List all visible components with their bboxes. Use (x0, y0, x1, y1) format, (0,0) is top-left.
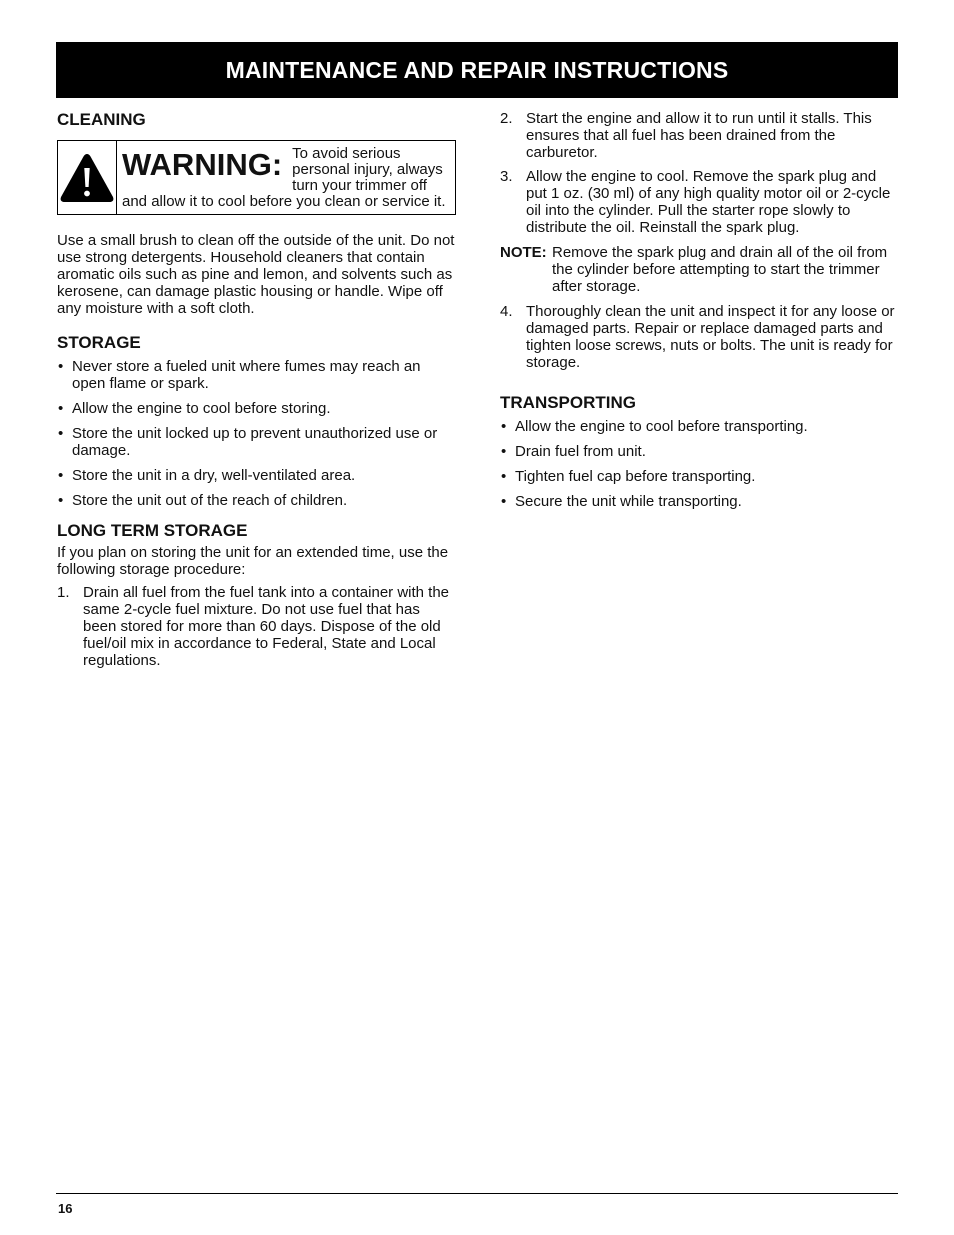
footer-divider (56, 1193, 898, 1194)
list-item: • Secure the unit while transporting. (501, 493, 742, 510)
warning-icon-cell (58, 141, 117, 214)
warning-text: To avoid serious personal injury, always turn your trimmer off and allow it to cool before you clean or service it. (122, 145, 446, 210)
warning-content (117, 141, 455, 214)
step-item: 2. Start the engine and allow it to run until it stalls. This ensures that all fuel has been drained from the carburetor. (500, 110, 872, 161)
list-item: • Allow the engine to cool before storing. (58, 400, 331, 417)
warning-box (57, 140, 456, 215)
bullet: • (58, 425, 64, 442)
note (500, 244, 898, 295)
cleaning-body: Use a small brush to clean off the outside of the unit. Do not use strong detergents. Household cleaners that contain aromatic oils such as pine and lemon, and solvents such as kerosene, can damage plastic housing or handle. Wipe off any moisture with a soft cloth. (57, 232, 455, 317)
warning-triangle-icon (58, 151, 116, 205)
cleaning-heading: CLEANING (57, 110, 146, 129)
section-banner (56, 42, 898, 98)
storage-heading: STORAGE (57, 333, 141, 352)
list-item: • Allow the engine to cool before transporting. (501, 418, 808, 435)
list-item: • Tighten fuel cap before transporting. (501, 468, 756, 485)
list-item: • Store the unit out of the reach of children. (58, 492, 348, 509)
bullet: • (58, 492, 64, 509)
list-item: • Never store a fueled unit where fumes may reach an open flame or spark. (58, 358, 421, 392)
page-title: MAINTENANCE AND REPAIR INSTRUCTIONS (225, 56, 729, 83)
bullet: • (501, 468, 507, 485)
bullet: • (58, 400, 64, 417)
list-item: • Store the unit locked up to prevent unauthorized use or damage. (58, 425, 438, 459)
storage-list (57, 358, 457, 509)
long-term-storage-intro: If you plan on storing the unit for an extended time, use the following storage procedure: (57, 544, 449, 578)
bullet: • (501, 443, 507, 460)
storage-steps-left (57, 584, 457, 669)
note-text: Remove the spark plug and drain all of the oil from the cylinder before attempting to start the trimmer after storage. (552, 244, 888, 295)
storage-steps-right (500, 110, 898, 236)
warning-title: WARNING: (122, 147, 283, 182)
bullet: • (501, 418, 507, 435)
long-term-storage-heading: LONG TERM STORAGE (57, 521, 248, 540)
page-number: 16 (58, 1201, 73, 1216)
list-item: • Store the unit in a dry, well-ventilated area. (58, 467, 356, 484)
step-item: 1. Drain all fuel from the fuel tank into a container with the same 2-cycle fuel mixture. Do not use fuel that has been stored for more than 60 days. Dispose of the old fuel/oil mix in accordance to Federal, State and Local regulations. (57, 584, 450, 669)
right-column (500, 110, 898, 518)
bullet: • (58, 358, 64, 375)
step-item: 3. Allow the engine to cool. Remove the spark plug and put 1 oz. (30 ml) of any high quality motor oil or 2-cycle oil into the cylinder. Pull the starter rope slowly to distribute the oil. Reinstall the spark plug. (500, 168, 891, 236)
transporting-list (500, 418, 898, 510)
step-item: 4. Thoroughly clean the unit and inspect it for any loose or damaged parts. Repair or replace damaged parts and tighten loose screws, nuts or bolts. The unit is ready for storage. (500, 303, 895, 371)
storage-steps-right-2 (500, 303, 898, 371)
left-column (57, 110, 457, 669)
bullet: • (501, 493, 507, 510)
note-label: NOTE: (500, 244, 547, 261)
list-item: • Drain fuel from unit. (501, 443, 646, 460)
transporting-heading: TRANSPORTING (500, 393, 636, 412)
bullet: • (58, 467, 64, 484)
